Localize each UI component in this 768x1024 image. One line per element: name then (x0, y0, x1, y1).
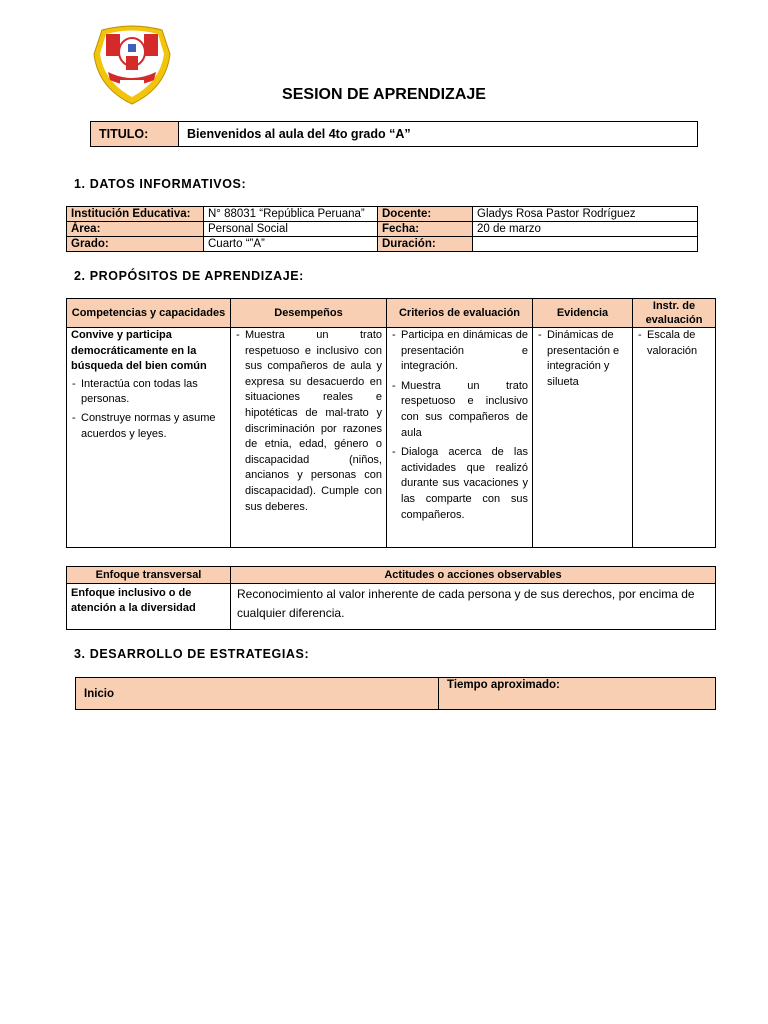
instrumento-cell (633, 328, 716, 548)
header-competencias: Competencias y capacidades (67, 299, 231, 328)
section-desarrollo-heading: 3. DESARROLLO DE ESTRATEGIAS: (74, 647, 310, 661)
area-label: Área: (67, 222, 204, 237)
header-enfoque: Enfoque transversal (67, 567, 231, 584)
enfoque-header-row (67, 567, 716, 584)
header-criterios: Criterios de evaluación (387, 299, 533, 328)
propositos-row (67, 328, 716, 548)
capacidad-item: - Construye normas y asume acuerdos y leyes. (81, 411, 226, 442)
enfoque-row (67, 584, 716, 630)
criterio-item: - Muestra un trato respetuoso e inclusivo con sus compañeros de aula (401, 379, 528, 441)
datos-table (66, 206, 698, 252)
propositos-header-row (67, 299, 716, 328)
section-datos-heading: 1. DATOS INFORMATIVOS: (74, 177, 247, 191)
titulo-label: TITULO: (91, 122, 179, 147)
competencia-title: Convive y participa democráticamente en la búsqueda del bien común (71, 329, 207, 373)
criterio-item: - Participa en dinámicas de presentación e integración. (401, 328, 528, 375)
desempeno-item: - Muestra un trato respetuoso e inclusivo con sus compañeros de aula y expresa su desacuerdo en situaciones reales e hipotéticas de mal-trato y discriminación por razones de etnia, edad, género o discapacidad (niños, ancianos y personas con discapacidad). Cumple con sus deberes. (245, 328, 382, 515)
duracion-label: Duración: (378, 237, 473, 252)
estrategias-table (75, 677, 716, 710)
datos-row (67, 222, 698, 237)
docente-label: Docente: (378, 207, 473, 222)
datos-row (67, 207, 698, 222)
enfoque-table (66, 566, 716, 630)
docente-value: Gladys Rosa Pastor Rodríguez (473, 207, 698, 222)
institucion-label: Institución Educativa: (67, 207, 204, 222)
area-value: Personal Social (204, 222, 378, 237)
fecha-value: 20 de marzo (473, 222, 698, 237)
capacidad-item: - Interactúa con todas las personas. (81, 377, 226, 408)
enfoque-nombre: Enfoque inclusivo o de atención a la diversidad (67, 584, 231, 630)
desempeno-cell (231, 328, 387, 548)
fecha-label: Fecha: (378, 222, 473, 237)
evidencia-cell (533, 328, 633, 548)
propositos-table (66, 298, 716, 548)
grado-value: Cuarto “”A” (204, 237, 378, 252)
section-propositos-heading: 2. PROPÓSITOS DE APRENDIZAJE: (74, 269, 304, 283)
titulo-value: Bienvenidos al aula del 4to grado “A” (179, 122, 698, 147)
page-title: SESION DE APRENDIZAJE (282, 86, 486, 103)
enfoque-actitud: Reconocimiento al valor inherente de cada persona y de sus derechos, por encima de cualquier diferencia. (231, 584, 716, 630)
header-evidencia: Evidencia (533, 299, 633, 328)
evidencia-item: - Dinámicas de presentación e integración y silueta (547, 328, 628, 390)
grado-label: Grado: (67, 237, 204, 252)
inicio-label: Inicio (76, 678, 439, 710)
header-actitudes: Actitudes o acciones observables (231, 567, 716, 584)
instrumento-item: - Escala de valoración (647, 328, 711, 359)
criterio-item: - Dialoga acerca de las actividades que realizó durante sus vacaciones y las comparte con sus compañeros. (401, 445, 528, 523)
institucion-value: N° 88031 “República Peruana” (204, 207, 378, 222)
session-title-table (90, 121, 698, 147)
header-desempenos: Desempeños (231, 299, 387, 328)
header-instrumento: Instr. de evaluación (633, 299, 716, 328)
datos-row (67, 237, 698, 252)
estrategias-row (76, 678, 716, 710)
criterios-cell (387, 328, 533, 548)
duracion-value (473, 237, 698, 252)
competencias-cell (67, 328, 231, 548)
tiempo-label: Tiempo aproximado: (439, 678, 716, 710)
